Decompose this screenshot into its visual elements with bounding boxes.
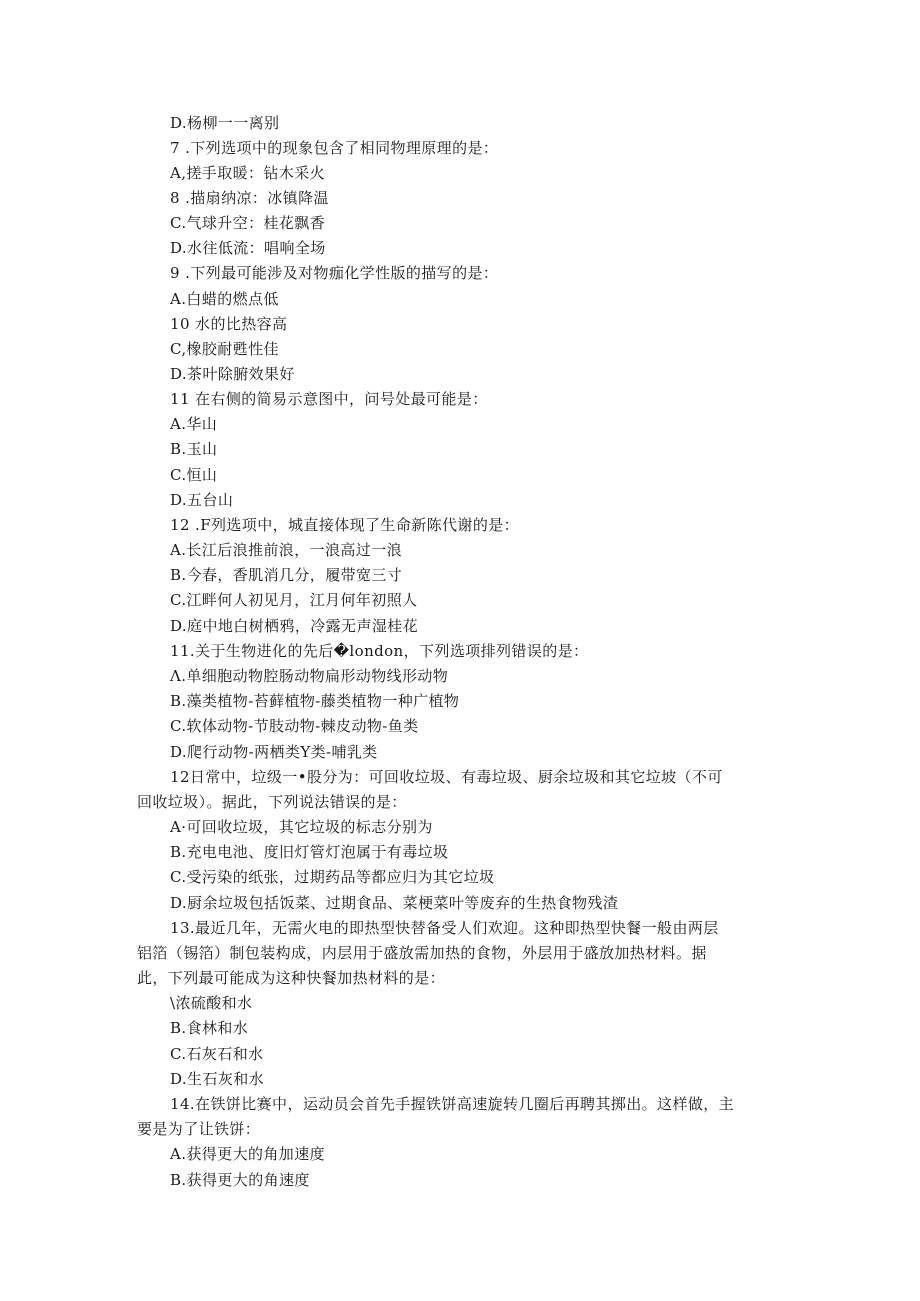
question-13-cont: 铝箔（锡箔）制包装构成，内层用于盛放需加热的食物，外层用于盛放加热材料。据 — [137, 944, 707, 962]
option-a: Λ.单细胞动物腔肠动物扁形动物线形动物 — [170, 667, 449, 685]
option-b: 10 水的比热容高 — [170, 315, 288, 333]
question-12: 12 .F列选项中，城直接体现了生命新陈代谢的是： — [170, 516, 520, 534]
option-a: \浓硫酸和水 — [170, 994, 253, 1012]
option-b: 8 .描扇纳凉：冰镇降温 — [170, 189, 329, 207]
text-line: D.杨柳一一离别 — [170, 114, 280, 132]
question-11b: 11.关于生物进化的先后�london，下列选项排列错误的是： — [170, 642, 589, 660]
option-c: C.石灰石和水 — [170, 1045, 264, 1063]
option-b: B.食林和水 — [170, 1019, 249, 1037]
option-c: C.受污染的纸张，过期药品等都应归为其它垃圾 — [170, 868, 495, 886]
question-14-cont: 要是为了让铁饼： — [137, 1120, 261, 1138]
option-d: D.五台山 — [170, 491, 234, 509]
option-c: C.江畔何人初见月，江月何年初照人 — [170, 591, 418, 609]
option-b: B.充电电池、度旧灯管灯泡属于有毒垃圾 — [170, 843, 449, 861]
option-d: D.茶叶除腑效果好 — [170, 365, 295, 383]
question-14: 14.在铁饼比赛中，运动员会首先手握铁饼高速旋转几圈后再聘其掷出。这样做，主 — [170, 1095, 735, 1113]
question-13: 13.最近几年，无需火电的即热型快替备受人们欢迎。这种即热型快餐一般由两层 — [170, 919, 719, 937]
option-a: A,搓手取暖：钻木采火 — [170, 164, 326, 182]
option-a: A.获得更大的角加速度 — [170, 1145, 326, 1163]
question-9: 9 .下列最可能涉及对物痂化学性版的描写的是： — [170, 264, 499, 282]
option-b: B.获得更大的角速度 — [170, 1171, 310, 1189]
option-a: A.华山 — [170, 415, 218, 433]
option-d: D.爬行动物-两栖类Y类-哺乳类 — [170, 743, 378, 761]
option-d: D.生石灰和水 — [170, 1070, 265, 1088]
option-c: C.恒山 — [170, 466, 218, 484]
option-a: A.白蜡的燃点低 — [170, 290, 279, 308]
question-12b: 12日常中，垃级一•股分为：可回收垃圾、有毒垃圾、厨余垃圾和其它垃坡（不可 — [170, 768, 723, 786]
question-12b-cont: 回收垃圾）。据此，下列说法错误的是： — [137, 793, 407, 811]
option-c: C.气球升空：桂花飘香 — [170, 214, 326, 232]
question-7: 7 .下列选项中的现象包含了相同物理原理的是： — [170, 139, 499, 157]
option-d: D.水往低流：唱响全场 — [170, 239, 326, 257]
option-a: A·可回收垃圾，其它垃圾的标志分别为 — [170, 818, 433, 836]
option-a: A.长江后浪推前浪，一浪高过一浪 — [170, 541, 403, 559]
option-c: C,橡胶耐甦性佳 — [170, 340, 279, 358]
question-13-cont: 此，下列最可能成为这种快餐加热材料的是： — [137, 969, 446, 987]
option-c: C.软体动物-节肢动物-棘皮动物-鱼类 — [170, 717, 419, 735]
option-b: B.今春，香肌消几分，履带宽三寸 — [170, 566, 403, 584]
option-b: B.藻类植物-苔藓植物-藤类植物一种广植物 — [170, 692, 460, 710]
option-d: D.庭中地白树栖鸦，冷露无声湿桂花 — [170, 617, 419, 635]
question-11: 11 在右侧的简易示意图中，问号处最可能是： — [170, 390, 488, 408]
option-d: D.厨余垃圾包括饭菜、过期食品、菜梗菜叶等废弃的生热食物残渣 — [170, 894, 619, 912]
option-b: B.玉山 — [170, 440, 218, 458]
